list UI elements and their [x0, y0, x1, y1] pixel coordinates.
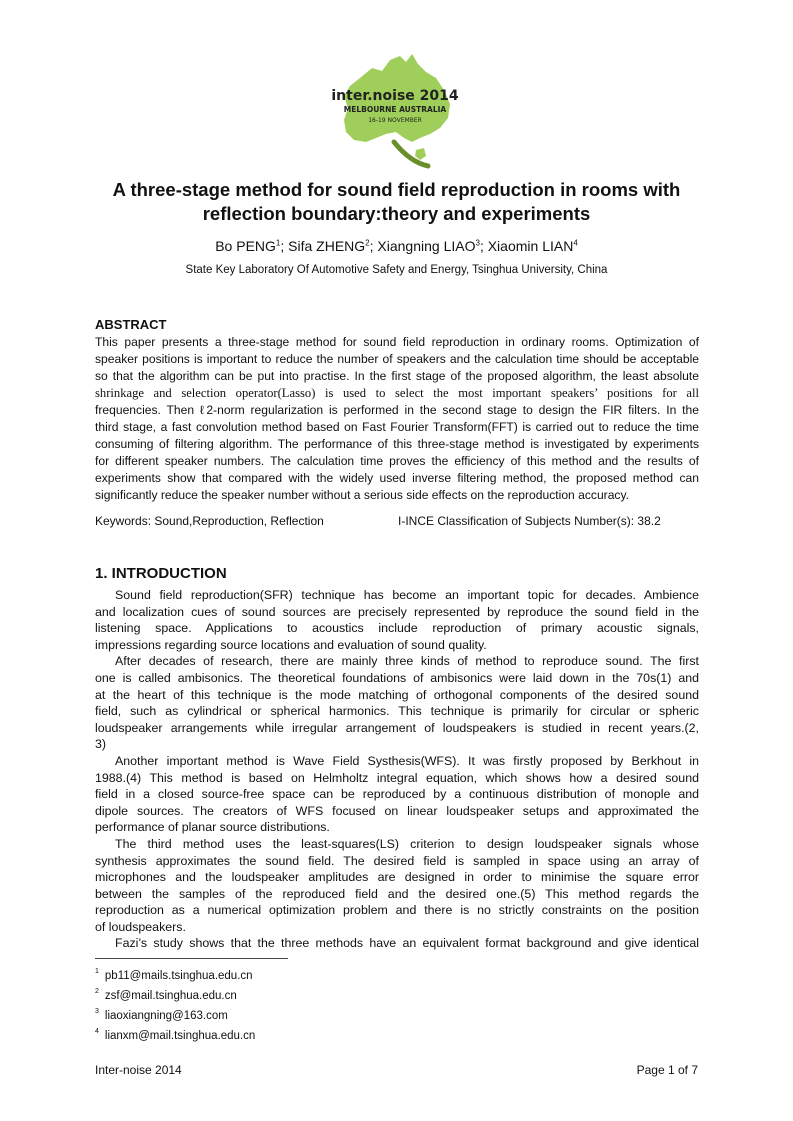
intro-line: 3)	[95, 737, 107, 752]
author-name: Bo PENG	[215, 238, 276, 254]
author-list	[95, 238, 698, 254]
classification: I-INCE Classification of Subjects Number(s): 38.2	[398, 514, 661, 528]
footnote-email: zsf@mail.tsinghua.edu.cn	[104, 990, 237, 1002]
author-separator: ;	[280, 238, 289, 254]
title-line-2: reflection boundary:theory and experiments	[202, 203, 591, 224]
title-line-1: A three-stage method for sound field reproduction in rooms with	[112, 179, 681, 200]
section-heading-introduction: 1. INTRODUCTION	[95, 565, 227, 582]
intro-line: performance of planar source distributions.	[95, 820, 330, 835]
intro-line: microphones and the loudspeaker amplitudes are designed in order to minimise the square error	[95, 870, 699, 885]
author-mark: 4	[573, 238, 578, 248]
keywords: Keywords: Sound,Reproduction, Reflection	[95, 514, 324, 528]
footnote	[95, 1004, 255, 1024]
intro-line: reproduction as a numerical optimization problem and there is no strictly constraints on the position	[95, 903, 699, 918]
footnote-mark: 2	[95, 988, 99, 995]
footnote-email: lianxm@mail.tsinghua.edu.cn	[104, 1030, 256, 1042]
intro-line: Another important method is Wave Field Systhesis(WFS). It was firstly proposed by Berkhout in	[115, 753, 699, 768]
footnote	[95, 964, 255, 984]
logo-line-3: 16-19 NOVEMBER	[368, 117, 422, 124]
intro-line: loudspeaker arrangements while irregular arrangement of loudspeakers is studied in recent years.(2,	[95, 720, 699, 735]
intro-line: 1988.(4) This method is based on Helmholtz integral equation, which shows how a desired sound	[95, 770, 699, 785]
australia-map-logo	[320, 38, 470, 178]
intro-line: one is called ambisonics. The theoretical foundations of ambisonics were laid down in the 70s(1) and	[95, 670, 699, 685]
abstract-line: for different speaker numbers. The calculation time proves the efficiency of this method and the results of	[95, 454, 699, 468]
footnotes	[95, 964, 255, 1044]
abstract-line: significantly reduce the speaker number without a serious side effects on the reproduction accuracy.	[95, 488, 629, 502]
footnote-email: pb11@mails.tsinghua.edu.cn	[104, 970, 253, 982]
footnote	[95, 1024, 255, 1044]
footnote-mark: 4	[95, 1028, 99, 1035]
abstract-line: experiments show that compared with the widely used inverse filtering method, the proposed method can	[95, 471, 699, 485]
author-mark: 1	[275, 238, 281, 248]
author-separator: ;	[479, 238, 488, 254]
author-name: Xiaomin LIAN	[487, 238, 574, 254]
logo-line-2: MELBOURNE AUSTRALIA	[343, 105, 447, 114]
intro-line: between the samples of the reproduced field and the desired one.(5) This method regards the	[95, 886, 699, 901]
abstract-line: This paper presents a three-stage method for sound field reproduction in ordinary rooms. Optimization of	[95, 335, 699, 349]
abstract-line: shrinkage and selection operator(Lasso) is used to select the most important speakers’ positions for all	[95, 386, 699, 400]
intro-line: Fazi’s study shows that the three methods have an equivalent format background and give identical	[115, 936, 699, 951]
intro-line: listening space. Applications to acoustics include reproduction of primary acoustic signals,	[95, 621, 699, 636]
intro-line: Sound field reproduction(SFR) technique has become an important topic for decades. Ambience	[115, 588, 699, 602]
intro-line: of loudspeakers.	[95, 919, 186, 934]
logo-line-1: inter.noise 2014	[331, 88, 459, 104]
intro-line: synthesis approximates the sound field. The desired field is sampled in space using an array of	[95, 853, 699, 868]
footer-page-number: Page 1 of 7	[636, 1063, 698, 1077]
abstract-line: speaker positions is important to reduce the number of speakers and the calculation time should be acceptable	[95, 352, 699, 366]
conference-logo	[320, 38, 470, 178]
footnote-mark: 1	[95, 968, 99, 975]
author-mark: 2	[365, 238, 370, 248]
abstract-line: so that the algorithm can be put into practise. In the first stage of the proposed algorithm, the least absolute	[95, 369, 699, 383]
affiliation: State Key Laboratory Of Automotive Safety and Energy, Tsinghua University, China	[185, 264, 608, 276]
intro-line: dipole sources. The creators of WFS focused on linear loudspeaker setups and approximated the	[95, 803, 699, 818]
footnote-email: liaoxiangning@163.com	[104, 1010, 228, 1022]
introduction-body	[95, 587, 699, 952]
author-name: Xiangning LIAO	[377, 238, 476, 254]
abstract-heading: ABSTRACT	[95, 317, 167, 332]
footnote	[95, 984, 255, 1004]
intro-line: field, such as cylindrical or spherical harmonics. This technique is primarily for circular or spheric	[95, 704, 699, 719]
author-name: Sifa ZHENG	[288, 238, 366, 254]
tasmania-shape	[415, 148, 426, 160]
intro-line: After decades of research, there are mainly three kinds of method to reproduce sound. The first	[115, 654, 699, 669]
paper-title	[95, 178, 698, 226]
intro-line: and localization cues of sound sources are precisely represented by reproduce the sound field in the	[95, 604, 699, 619]
intro-line: field in a closed source-free space can be reproduced by a continuous distribution of monople and	[95, 787, 699, 802]
author-mark: 3	[475, 238, 480, 248]
abstract-line: consuming of filtering algorithm. The performance of this three-stage method is investigated by experiments	[95, 437, 699, 451]
abstract-body	[95, 334, 699, 504]
intro-line: impressions regarding source locations and evaluation of sound quality.	[95, 637, 487, 652]
intro-line: at the heart of this technique is the mode matching of orthogonal components of the desired sound	[95, 687, 699, 702]
author-separator: ;	[369, 238, 378, 254]
footer-conference: Inter-noise 2014	[95, 1063, 182, 1077]
footnote-divider	[95, 958, 288, 959]
intro-line: The third method uses the least-squares(LS) criterion to design loudspeaker signals whose	[115, 836, 699, 851]
footnote-mark: 3	[95, 1008, 99, 1015]
abstract-line: third stage, a fast convolution method based on Fast Fourier Transform(FFT) is carried out to reduce the time	[95, 420, 699, 434]
abstract-line: frequencies. Then ℓ2-norm regularization is performed in the second stage to design the FIR filters. In the	[95, 403, 699, 417]
